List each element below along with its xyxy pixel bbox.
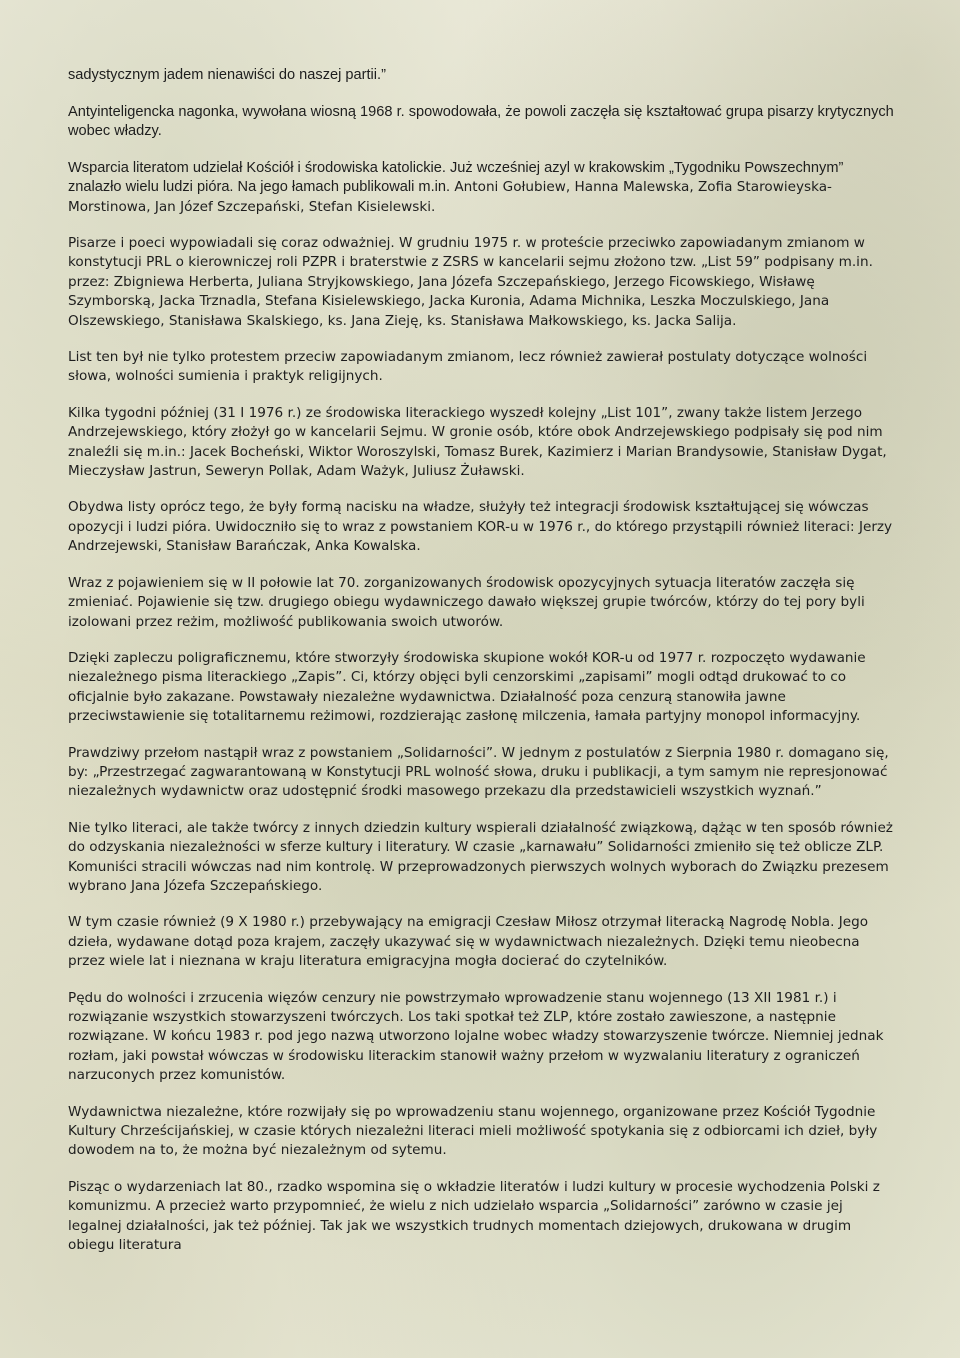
- paragraph-2-part-b: Antoni Gołubiew, Hanna Malewska, Zofia Starowieyska-Morstinowa, Jan Józef Szczepański, Stefan Kisielewski.: [68, 179, 832, 215]
- paragraph-9: Prawdziwy przełom nastąpił wraz z powstaniem „Solidarności”. W jednym z postulatów z Sierpnia 1980 r. domagano się, by: „Przestrzegać zagwarantowaną w Konstytucji PRL wolność słowa, druku i publikacji, a tym samym nie represjonować niezależnych wydawnictw oraz udostępnić środki masowego przekazu dla przedstawicieli wszystkich wyznań.”: [68, 744, 889, 800]
- document-page: [68, 66, 898, 1272]
- paragraph-4: List ten był nie tylko protestem przeciw zapowiadanym zmianom, lecz również zawierał postulaty dotyczące wolności słowa, wolności sumienia i praktyk religijnych.: [68, 349, 868, 385]
- paragraph-2: [68, 159, 898, 217]
- paragraph-3: Pisarze i poeci wypowiadali się coraz odważniej. W grudniu 1975 r. w proteście przeciwko zapowiadanym zmianom w konstytucji PRL o kierowniczej roli PZPR i braterstwie z ZSRS w kancelarii sejmu złożono tzw. „List 59” podpisany m.in. przez: Zbigniewa Herberta, Juliana Stryjkowskiego, Jana Józefa Szczepańskiego, Jerzego Ficowskiego, Wisławę Szymborską, Jacka Trznadla, Stefana Kisielewskiego, Jacka Kuronia, Adama Michnika, Leszka Moczulskiego, Jana Olszewskiego, Stanisława Skalskiego, ks. Jana Zieję, ks. Stanisława Małkowskiego, ks. Jacka Salija.: [68, 235, 873, 329]
- paragraph-5: Kilka tygodni później (31 I 1976 r.) ze środowiska literackiego wyszedł kolejny „List 101”, zwany także listem Jerzego Andrzejewskiego, który złożył go w kancelarii Sejmu. W gronie osób, które obok Andrzejewskiego podpisały się pod nim znaleźli się m.in.: Jacek Bocheński, Wiktor Woroszylski, Tomasz Burek, Kazimierz i Marian Brandysowie, Stanisław Dygat, Mieczysław Jastrun, Seweryn Pollak, Adam Ważyk, Juliusz Żuławski.: [68, 404, 887, 480]
- paragraph-7: Wraz z pojawieniem się w II połowie lat 70. zorganizowanych środowisk opozycyjnych sytuacja literatów zaczęła się zmieniać. Pojawienie się tzw. drugiego obiegu wydawniczego dawało większej grupie twórców, którzy do tej pory byli izolowani przez reżim, możliwość publikowania swoich utworów.: [68, 574, 865, 630]
- paragraph-6: Obydwa listy oprócz tego, że były formą nacisku na władze, służyły też integracji środowisk kształtującej się wówczas opozycji i ludzi pióra. Uwidoczniło się to wraz z powstaniem KOR-u w 1976 r., do którego przystąpili również literaci: Jerzy Andrzejewski, Stanisław Barańczak, Anka Kowalska.: [68, 499, 893, 555]
- paragraph-2-part-a: Wsparcia literatom udzielał Kościół i środowiska katolickie. Już wcześniej azyl w krakowskim „Tygodniku Powszechnym” znalazło wielu ludzi pióra. Na jego łamach publikowali m.in.: [68, 159, 844, 196]
- paragraph-10: Nie tylko literaci, ale także twórcy z innych dziedzin kultury wspierali działalność związkową, dążąc w ten sposób również do odzyskania niezależności w sferze kultury i literatury. W czasie „karnawału” Solidarności zmieniło się też oblicze ZLP. Komuniści stracili wówczas nad nim kontrolę. W przeprowadzonych pierwszych wolnych wyborach do Związku prezesem wybrano Jana Józefa Szczepańskiego.: [68, 819, 893, 894]
- paragraph-1: Antyinteligencka nagonka, wywołana wiosną 1968 r. spowodowała, że powoli zaczęła się kształtować grupa pisarzy krytycznych wobec władzy.: [68, 103, 894, 140]
- paragraph-11: W tym czasie również (9 X 1980 r.) przebywający na emigracji Czesław Miłosz otrzymał literacką Nagrodę Nobla. Jego dzieła, wydawane dotąd poza krajem, zaczęły ukazywać się w wydawnictwach niezależnych. Dzięki temu nieobecna przez wiele lat i nieznana w kraju literatura emigracyjna mogła docierać do czytelników.: [68, 914, 869, 970]
- paragraph-0: sadystycznym jadem nienawiści do naszej partii.”: [68, 67, 386, 83]
- paragraph-8: Dzięki zapleczu poligraficznemu, które stworzyły środowiska skupione wokół KOR-u od 1977 r. rozpoczęto wydawanie niezależnego pisma literackiego „Zapis”. Ci, którzy objęci byli cenzorskimi „zapisami” mogli odtąd drukować to co oficjalnie było zakazane. Powstawały niezależne wydawnictwa. Działalność poza cenzurą stanowiła jawne przeciwstawienie się totalitarnemu reżimowi, rozdzierając zasłonę milczenia, łamała partyjny monopol informacyjny.: [68, 649, 866, 725]
- paragraph-14: Pisząc o wydarzeniach lat 80., rzadko wspomina się o wkładzie literatów i ludzi kultury w procesie wychodzenia Polski z komunizmu. A przecież warto przypomnieć, że wielu z nich udzielało wsparcia „Solidarności” zarówno w czasie jej legalnej działalności, jak też później. Tak jak we wszystkich trudnych momentach dziejowych, drukowana w drugim obiegu literatura: [68, 1178, 880, 1254]
- paragraph-13: Wydawnictwa niezależne, które rozwijały się po wprowadzeniu stanu wojennego, organizowane przez Kościół Tygodnie Kultury Chrześcijańskiej, w czasie których niezależni literaci mieli możliwość spotykania się z odbiorcami ich dzieł, były dowodem na to, że można być niezależnym od sytemu.: [68, 1103, 878, 1159]
- paragraph-12: Pędu do wolności i zrzucenia więzów cenzury nie powstrzymało wprowadzenie stanu wojennego (13 XII 1981 r.) i rozwiązanie wszystkich stowarzyszeni twórczych. Los taki spotkał też ZLP, które zostało zawieszone, a następnie rozwiązane. W końcu 1983 r. pod jego nazwą utworzono lojalne wobec władzy stowarzyszenie twórcze. Niemniej jednak rozłam, jaki powstał wówczas w środowisku literackim stanowił ważny przełom w wyzwalaniu literatury z ograniczeń narzuconych przez komunistów.: [68, 989, 884, 1084]
